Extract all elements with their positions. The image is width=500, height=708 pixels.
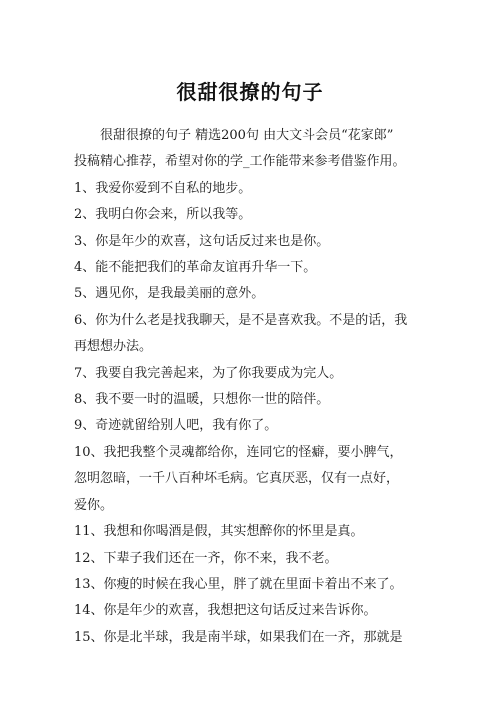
sentence-line: 5、遇见你，是我最美丽的意外。 bbox=[74, 286, 265, 302]
sentence-line: 再想想办法。 bbox=[74, 339, 153, 355]
document-body bbox=[74, 123, 432, 651]
sentence-line: 13、你瘦的时候在我心里，胖了就在里面卡着出不来了。 bbox=[74, 576, 403, 592]
sentence-line: 10、我把我整个灵魂都给你，连同它的怪癖，要小脾气， bbox=[74, 444, 403, 460]
document-title: 很甜很撩的句子 bbox=[176, 80, 324, 104]
sentence-line: 爱你。 bbox=[74, 497, 114, 513]
sentence-line: 12、下辈子我们还在一齐，你不来，我不老。 bbox=[74, 550, 338, 566]
sentence-line: 15、你是北半球，我是南半球，如果我们在一齐，那就是 bbox=[74, 629, 403, 645]
sentence-line: 4、能不能把我们的革命友谊再升华一下。 bbox=[74, 260, 317, 276]
sentence-line: 9、奇迹就留给别人吧，我有你了。 bbox=[74, 418, 278, 434]
intro-line: 投稿精心推荐，希望对你的学_工作能带来参考借鉴作用。 bbox=[74, 154, 406, 170]
sentence-line: 8、我不要一时的温暖，只想你一世的陪伴。 bbox=[74, 392, 330, 408]
sentence-line: 1、我爱你爱到不自私的地步。 bbox=[74, 180, 252, 196]
sentence-line: 14、你是年少的欢喜，我想把这句话反过来告诉你。 bbox=[74, 603, 377, 619]
sentence-line: 3、你是年少的欢喜，这句话反过来也是你。 bbox=[74, 233, 330, 249]
sentence-line: 6、你为什么老是找我聊天，是不是喜欢我。不是的话，我 bbox=[74, 312, 408, 328]
sentence-line: 7、我要自我完善起来，为了你我要成为完人。 bbox=[74, 365, 343, 381]
sentence-line: 忽明忽暗，一千八百种坏毛病。它真厌恶，仅有一点好， bbox=[74, 471, 400, 487]
sentence-line: 11、我想和你喝酒是假，其实想醉你的怀里是真。 bbox=[74, 524, 364, 540]
intro-line: 很甜很撩的句子 精选200句 由大文斗会员“花家郎” bbox=[100, 128, 394, 143]
sentence-line: 2、我明白你会来，所以我等。 bbox=[74, 207, 252, 223]
